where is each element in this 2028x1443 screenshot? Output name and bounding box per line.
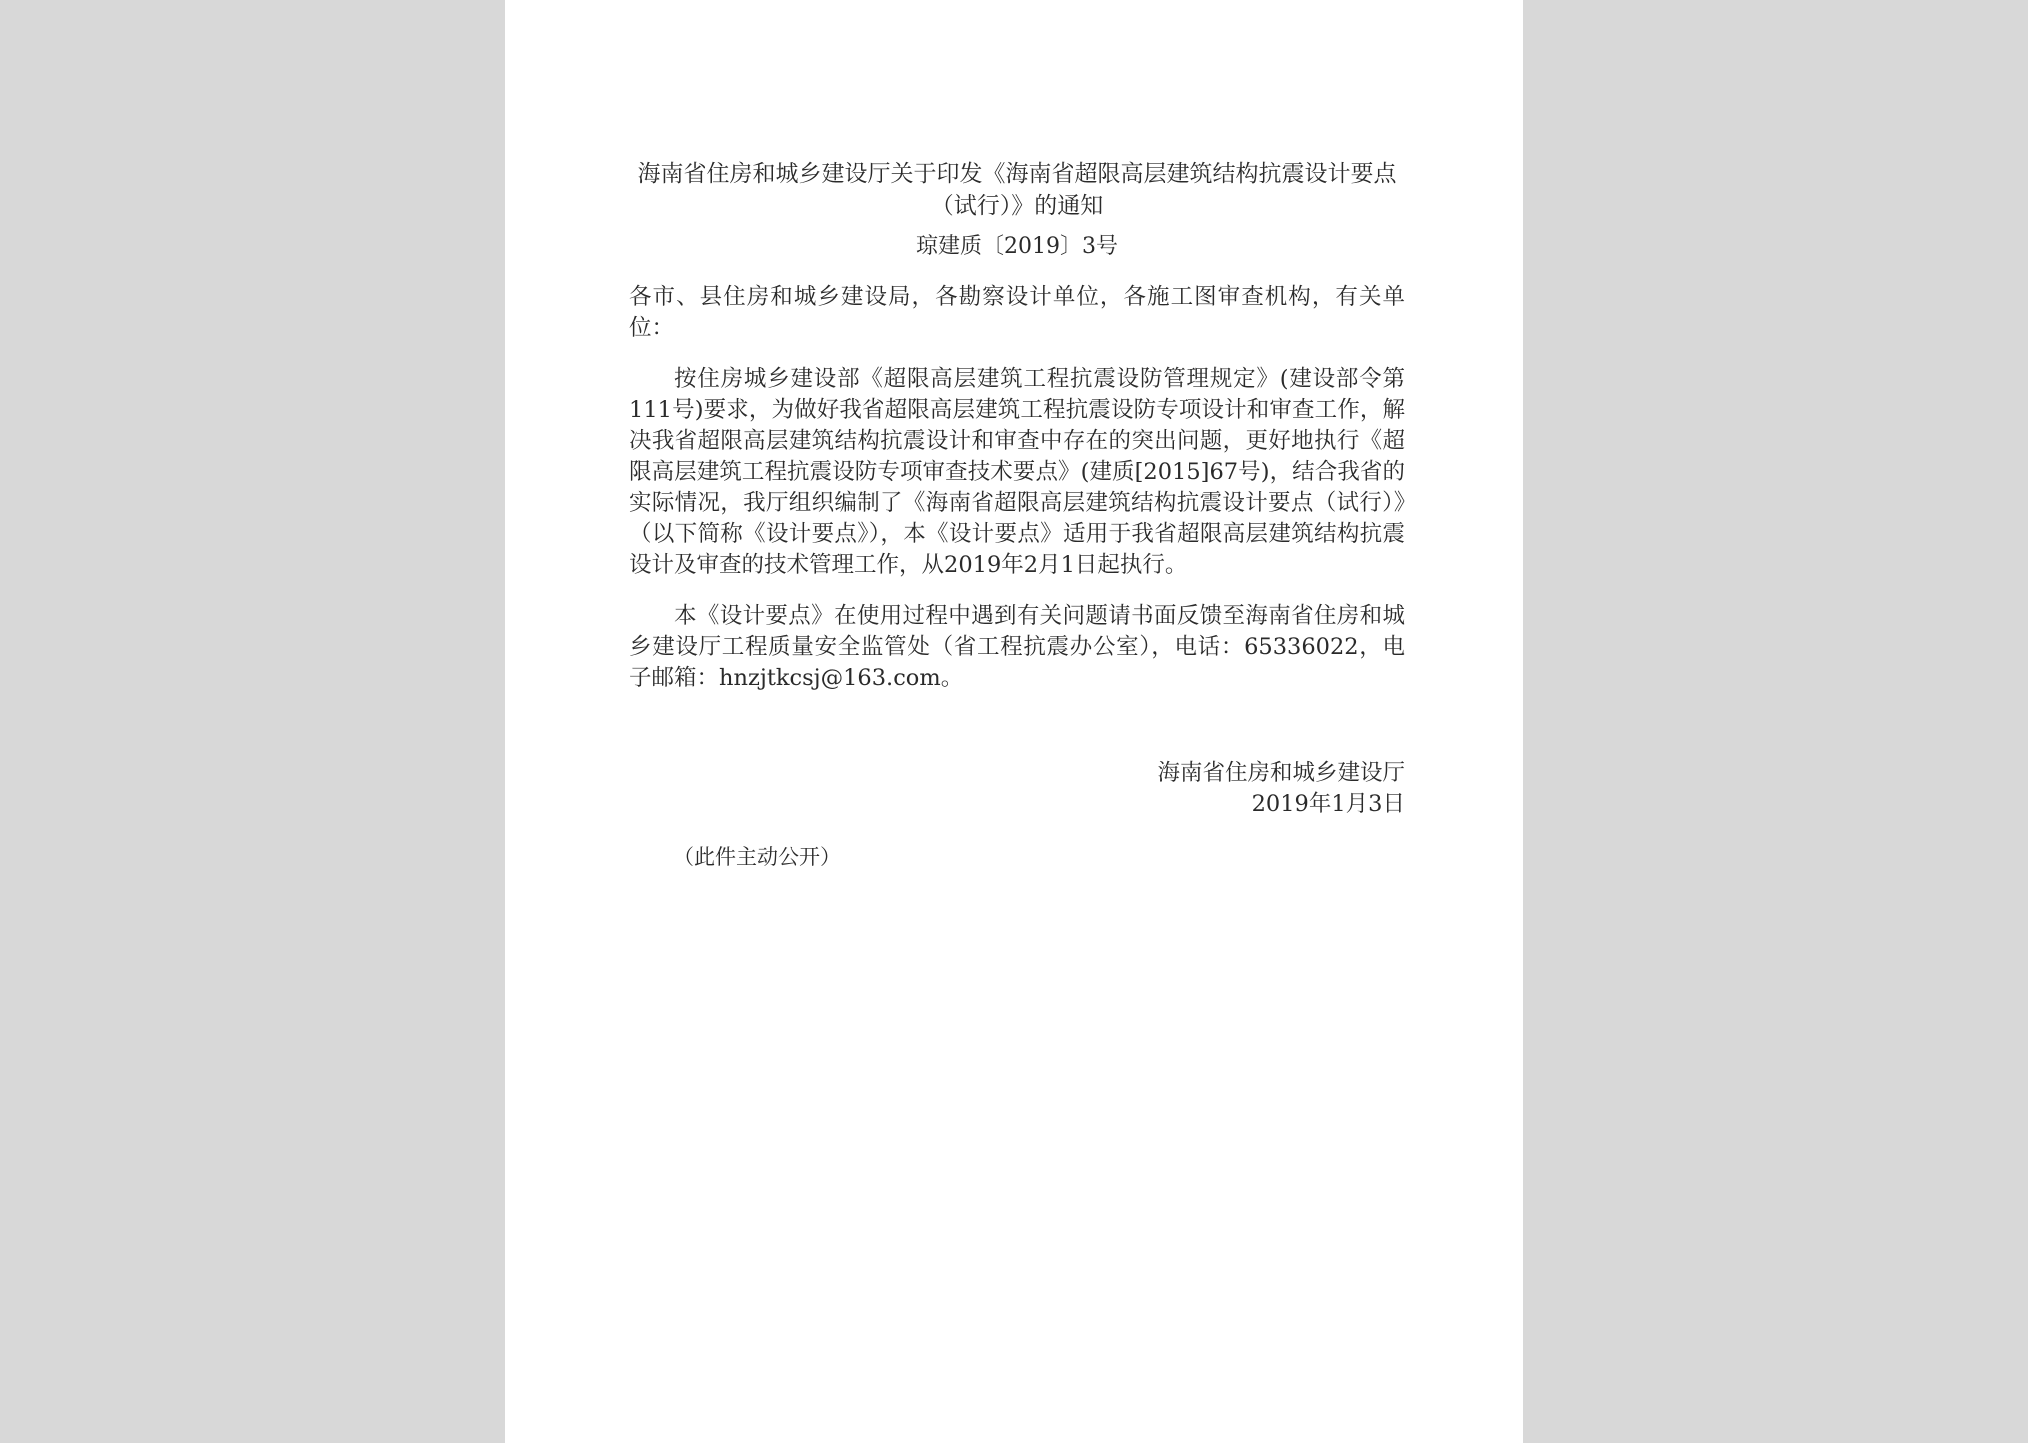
- document-page: [505, 0, 1523, 1443]
- body-paragraph-1: 按住房城乡建设部《超限高层建筑工程抗震设防管理规定》(建设部令第111号)要求，为做好我省超限高层建筑工程抗震设防专项设计和审查工作，解决我省超限高层建筑结构抗震设计和审查中存在的突出问题，更好地执行《超限高层建筑工程抗震设防专项审查技术要点》(建质[2015]67号)，结合我省的实际情况，我厅组织编制了《海南省超限高层建筑结构抗震设计要点（试行）》（以下简称《设计要点》），本《设计要点》适用于我省超限高层建筑结构抗震设计及审查的技术管理工作，从2019年2月1日起执行。: [629, 366, 1405, 578]
- signature-block: [629, 758, 1405, 820]
- public-disclosure-note: （此件主动公开）: [673, 845, 841, 869]
- issuer-name: 海南省住房和城乡建设厅: [1157, 760, 1405, 786]
- body-paragraph-2: 本《设计要点》在使用过程中遇到有关问题请书面反馈至海南省住房和城乡建设厅工程质量安全监管处（省工程抗震办公室），电话：65336022，电子邮箱：hnzjtkcsj@163.com。: [629, 603, 1405, 691]
- addressee: 各市、县住房和城乡建设局，各勘察设计单位，各施工图审查机构，有关单位：: [629, 284, 1405, 341]
- document-content: [629, 158, 1405, 872]
- document-title: 海南省住房和城乡建设厅关于印发《海南省超限高层建筑结构抗震设计要点（试行）》的通知: [637, 161, 1397, 219]
- issue-date: 2019年1月3日: [1251, 791, 1405, 817]
- document-number: 琼建质〔2019〕3号: [916, 234, 1118, 259]
